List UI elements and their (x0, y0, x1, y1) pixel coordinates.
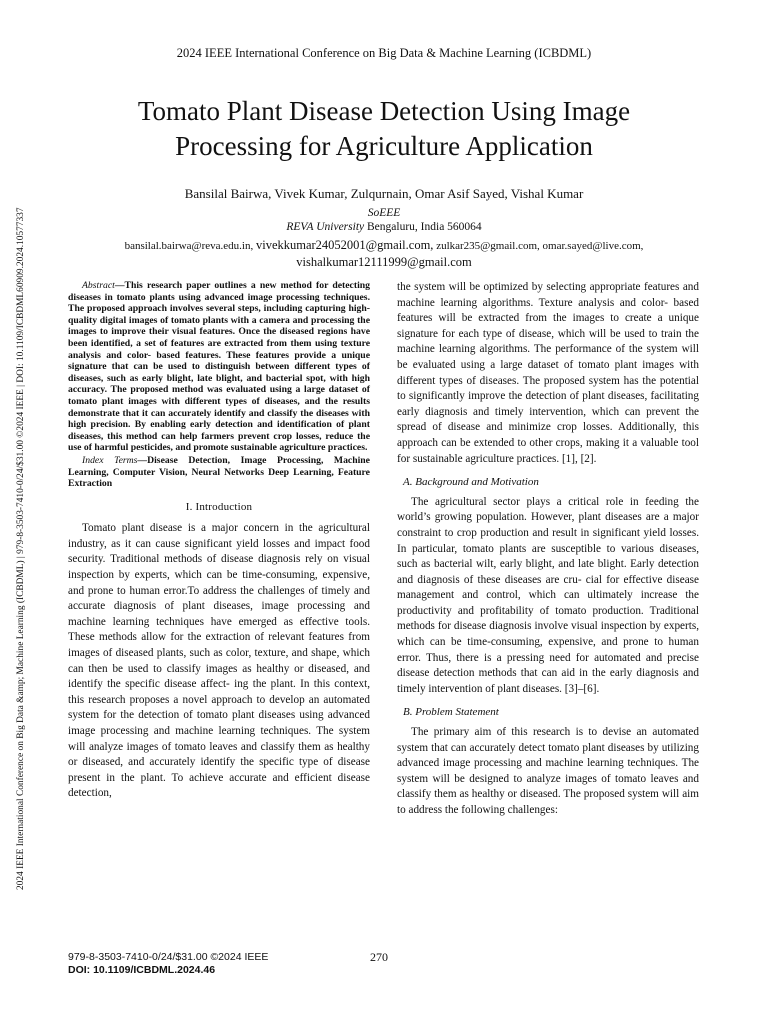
email-4: vishalkumar12111999@gmail.com (296, 255, 472, 269)
title-line-2: Processing for Agriculture Application (175, 131, 593, 161)
index-terms-text: —Disease Detection, Image Processing, Machine Learning, Computer Vision, Neural Networks Deep Learning, Feature Extraction (68, 454, 370, 490)
university: REVA University (286, 221, 365, 233)
location: Bengaluru, India 560064 (367, 221, 482, 233)
author-emails (60, 237, 708, 271)
index-terms (68, 455, 370, 490)
footer-isbn: 979-8-3503-7410-0/24/$31.00 ©2024 IEEE (68, 951, 269, 963)
right-column (397, 280, 699, 819)
email-3: zulkar235@gmail.com, omar.sayed@live.com, (436, 240, 644, 252)
subsection-heading-problem: B. Problem Statement (403, 706, 499, 719)
abstract (68, 280, 370, 454)
footer-copyright (68, 951, 268, 977)
abstract-text: —This research paper outlines a new method for detecting diseases in tomato plants using advanced image processing techniques. The proposed approach involves several steps, including capturing high-quality digital images of tomato plants with a camera and processing the images to improve their visual features. Once the diseased regions have been identified, a set of features are extracted from them using texture analysis and color- based features. These features provide a unique signature that can be used to distinguish between different types of diseases, such as early blight, late blight, and bacterial spot, with high accuracy. The proposed method was evaluated using a large dataset of tomato plant images with different types of diseases, and the results demonstrate that it can accurately identify and classify the diseases with high precision. By enabling early detection and identification of plant diseases, this method can help farmers prevent crop losses, reduce the use of harmful pesticides, and promote sustainable agriculture practices. (68, 280, 370, 454)
subsection-heading-background: A. Background and Motivation (403, 476, 539, 489)
index-terms-label: Index Terms (82, 454, 138, 466)
problem-paragraph: The primary aim of this research is to devise an automated system that can accurately detect tomato plant diseases by utilizing advanced image processing and machine learning techniques. The system will be designed to analyze images of tomato leaves and classify them as healthy or diseased. The proposed system will aim to address the following challenges: (397, 726, 699, 816)
background-paragraph: The agricultural sector plays a critical role in feeding the world’s growing population. However, plant diseases are a major constraint to crop production and result in significant yield losses. In particular, tomato plants are susceptible to various diseases, such as bacterial wilt, early blight, and late blight. Early detection and diagnosis of these diseases are cru- cial for effective disease management and control, which can ultimately increase the productivity and profitability of tomato production. Traditional methods for disease diagnosis involve visual inspection by experts, which can be time-consuming, expensive, and prone to human error. Thus, there is a pressing need for automated and precise disease detection methods that can aid in the early diagnosis and timely intervention of plant diseases. [3]–[6]. (397, 495, 699, 695)
introduction-paragraph: Tomato plant disease is a major concern in the agricultural industry, as it can cause significant yield losses and impact food security. Traditional methods of disease diagnosis rely on visual inspection by experts, which can be time-consuming, expensive, and prone to human error.To address the challenges of timely and accurate diagnosis of plant diseases, image processing and machine learning techniques have emerged as effective tools. These methods allow for the extraction of relevant features from images of diseased plants, such as color, texture, and shape, which can then be used to classify images as healthy or diseased, and identify the specific disease affect- ing the plant. In this context, this research proposes a novel approach to develop an automated system for the detection of tomato plant diseases using advanced image processing and machine learning techniques. The system will analyze images of tomato leaves and classify them as healthy or diseased, and accurately identify the specific type of disease present in the plant. To achieve accurate and efficient disease detection, (68, 522, 370, 800)
left-column (68, 280, 370, 802)
sidebar-citation: 2024 IEEE International Conference on Big Data &amp; Machine Learning (ICBDML) | 979-8-3503-7410-0/24/$31.00 ©2024 IEEE | DOI: 10.1109/ICBDML60909.2024.10577337 (16, 207, 26, 890)
author-list: Bansilal Bairwa, Vivek Kumar, Zulqurnain, Omar Asif Sayed, Vishal Kumar (184, 186, 584, 201)
affiliation (0, 221, 768, 233)
page-number: 270 (370, 950, 388, 964)
email-2: vivekkumar24052001@gmail.com, (255, 238, 434, 252)
introduction-continued: the system will be optimized by selecting appropriate features and machine learning algorithms. Texture analysis and color- based features will be extracted from the images to create a unique signature for each type of disease, which will be used to train the machine learning algorithms. The performance of the system will be evaluated using a large dataset of tomato plant images with different types of diseases. The proposed system has the potential to significantly improve the detection of plant diseases, facilitating early diagnosis and timely intervention, which can prevent the spread of disease and minimize crop losses. Additionally, this approach can be extended to other crops, making it a valuable tool for sustainable agriculture practices. [1], [2]. (397, 281, 699, 465)
section-heading-introduction: I. Introduction (185, 500, 253, 513)
email-1: bansilal.bairwa@reva.edu.in, (124, 240, 254, 252)
paper-title (80, 94, 688, 164)
conference-header: 2024 IEEE International Conference on Big Data & Machine Learning (ICBDML) (176, 46, 592, 60)
footer-doi: DOI: 10.1109/ICBDML.2024.46 (68, 964, 216, 976)
abstract-label: Abstract (82, 280, 115, 291)
department: SoEEE (367, 207, 401, 219)
title-line-1: Tomato Plant Disease Detection Using Image (137, 96, 631, 126)
